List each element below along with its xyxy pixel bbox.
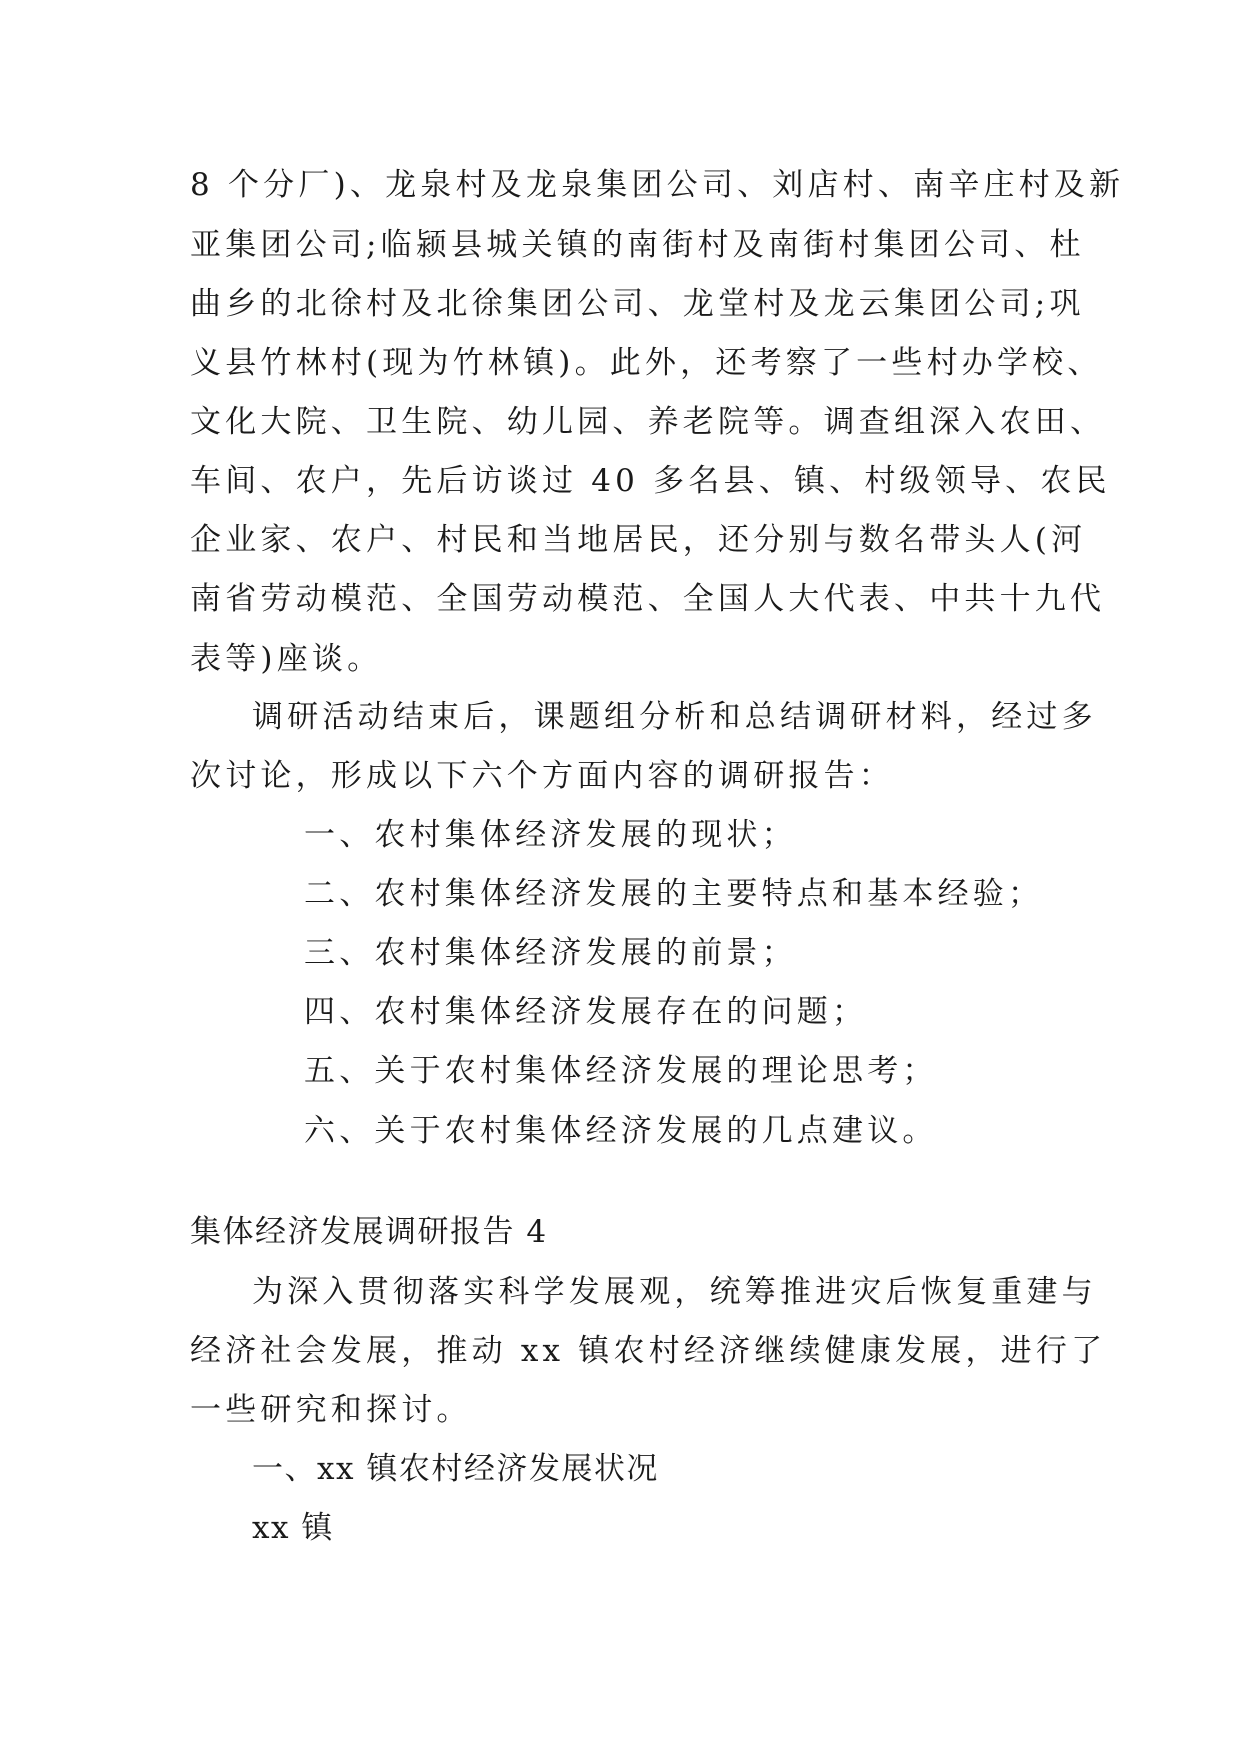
list-item: 二、农村集体经济发展的主要特点和基本经验； xyxy=(304,876,1044,912)
paragraph-line: 次讨论，形成以下六个方面内容的调研报告： xyxy=(190,758,894,794)
paragraph-line: 表等)座谈。 xyxy=(190,641,383,677)
paragraph-line: 经济社会发展，推动 xx 镇农村经济继续健康发展，进行了 xyxy=(190,1333,1107,1369)
list-item: 三、农村集体经济发展的前景； xyxy=(304,935,797,971)
paragraph-line: 南省劳动模范、全国劳动模范、全国人大代表、中共十九代 xyxy=(190,581,1106,617)
paragraph-line: 文化大院、卫生院、幼儿园、养老院等。调查组深入农田、 xyxy=(190,404,1106,440)
paragraph-line: xx 镇 xyxy=(252,1510,334,1546)
paragraph-line: 企业家、农户、村民和当地居民，还分别与数名带头人(河 xyxy=(190,522,1087,558)
list-item: 五、关于农村集体经济发展的理论思考； xyxy=(304,1053,938,1089)
paragraph-line: 为深入贯彻落实科学发展观，统筹推进灾后恢复重建与 xyxy=(252,1274,1097,1310)
list-item: 一、农村集体经济发展的现状； xyxy=(304,817,797,853)
paragraph-line: 亚集团公司;临颍县城关镇的南街村及南街村集团公司、杜 xyxy=(190,227,1085,263)
section-title: 集体经济发展调研报告 4 xyxy=(190,1214,548,1250)
paragraph-line: 一些研究和探讨。 xyxy=(190,1392,472,1428)
paragraph-line: 车间、农户，先后访谈过 40 多名县、镇、村级领导、农民 xyxy=(190,463,1111,499)
subheading: 一、xx 镇农村经济发展状况 xyxy=(252,1451,659,1487)
paragraph-line: 义县竹林村(现为竹林镇)。此外，还考察了一些村办学校、 xyxy=(190,345,1103,381)
list-item: 四、农村集体经济发展存在的问题； xyxy=(304,994,868,1030)
paragraph-line: 调研活动结束后，课题组分析和总结调研材料，经过多 xyxy=(252,699,1097,735)
paragraph-line: 曲乡的北徐村及北徐集团公司、龙堂村及龙云集团公司;巩 xyxy=(190,286,1085,322)
list-item: 六、关于农村集体经济发展的几点建议。 xyxy=(304,1113,938,1149)
paragraph-line: 8 个分厂)、龙泉村及龙泉集团公司、刘店村、南辛庄村及新 xyxy=(190,167,1125,203)
